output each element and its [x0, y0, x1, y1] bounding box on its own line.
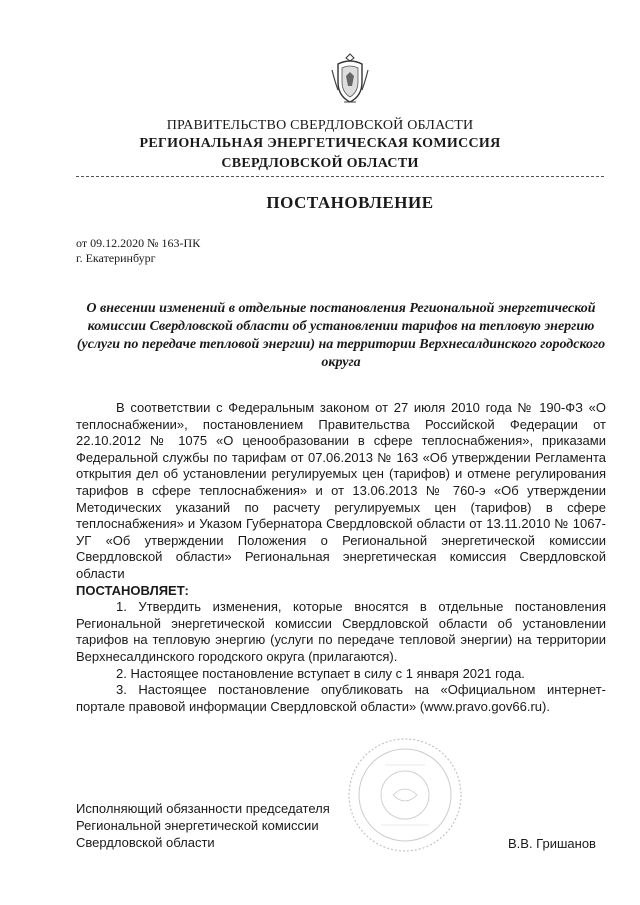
coat-of-arms-icon: [330, 52, 370, 106]
resolution-item-3: 3. Настоящее постановление опубликовать на «Официальном интернет-портале правовой информации Свердловской области» (www.pravo.gov66.ru).: [76, 682, 606, 714]
header-commission: РЕГИОНАЛЬНАЯ ЭНЕРГЕТИЧЕСКАЯ КОМИССИЯ: [139, 136, 501, 151]
document-body: [76, 400, 606, 715]
resolves-heading: ПОСТАНОВЛЯЕТ:: [76, 582, 189, 598]
signatory-position: [76, 800, 376, 851]
resolution-item-2: 2. Настоящее постановление вступает в силу с 1 января 2021 года.: [116, 665, 525, 681]
signatory-name: В.В. Гришанов: [508, 836, 596, 851]
signatory-position-line-2: Региональной энергетической комиссии: [76, 818, 319, 833]
header-government: ПРАВИТЕЛЬСТВО СВЕРДЛОВСКОЙ ОБЛАСТИ: [166, 118, 474, 133]
document-subject: О внесении изменений в отдельные постановления Региональной энергетической комиссии Свердловской области об установлении тарифов на тепловую энергию (услуги по передаче тепловой энергии) на территории Верхнесалдинского городского округа: [76, 301, 606, 370]
signatory-position-line-3: Свердловской области: [76, 835, 215, 850]
header-divider: [76, 176, 604, 177]
signatory-position-line-1: Исполняющий обязанности председателя: [76, 801, 330, 816]
document-date-number: от 09.12.2020 № 163-ПК: [76, 236, 201, 250]
preamble-paragraph: В соответствии с Федеральным законом от 27 июля 2010 года № 190-ФЗ «О теплоснабжении», постановлением Правительства Российской Федерации от 22.10.2012 № 1075 «О ценообразовании в сфере теплоснабжения», приказами Федеральной службы по тарифам от 07.06.2013 № 163 «Об утверждении Регламента открытия дел об установлении регулируемых цен (тарифов) и отмене регулирования тарифов в сфере теплоснабжения» и от 13.06.2013 № 760-э «Об утверждении Методических указаний по расчету регулируемых цен (тарифов) в сфере теплоснабжения» и Указом Губернатора Свердловской области от 13.11.2010 № 1067-УГ «Об утверждении Положения о Региональной энергетической комиссии Свердловской области» Региональная энергетическая комиссия Свердловской области: [76, 400, 606, 581]
resolution-item-1: 1. Утвердить изменения, которые вносятся в отдельные постановления Региональной энергетической комиссии Свердловской области об установлении тарифов на тепловую энергию (услуги по передаче тепловой энергии) на территории Верхнесалдинского городского округа (прилагаются).: [76, 599, 606, 664]
document-city: г. Екатеринбург: [76, 251, 156, 265]
document-title: ПОСТАНОВЛЕНИЕ: [266, 193, 434, 212]
header-region: СВЕРДЛОВСКОЙ ОБЛАСТИ: [221, 156, 419, 171]
